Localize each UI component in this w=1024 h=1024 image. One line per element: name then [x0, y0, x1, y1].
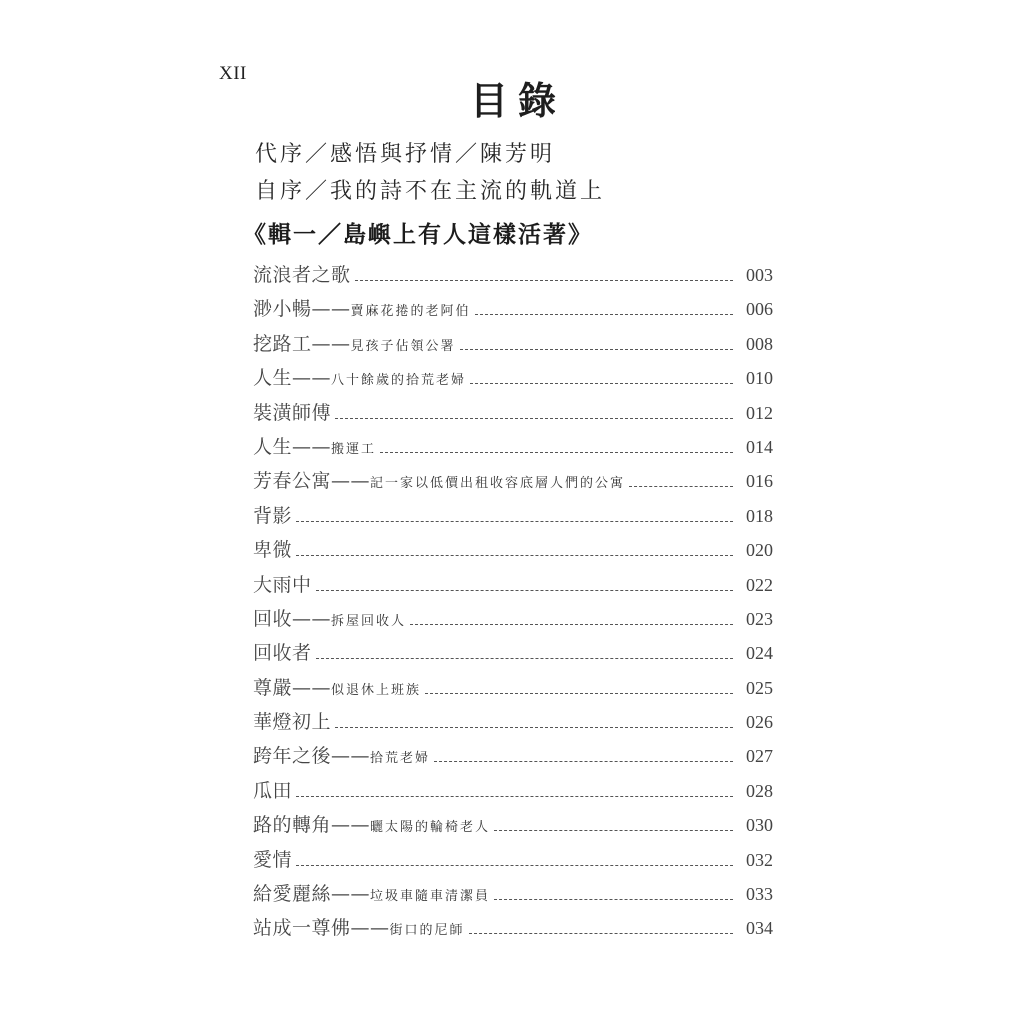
- dot-leader: [494, 830, 733, 831]
- toc-entry: [253, 464, 773, 498]
- dot-leader: [316, 658, 733, 659]
- toc-entry: [253, 843, 773, 877]
- dot-leader: [296, 555, 733, 556]
- dot-leader: [460, 349, 733, 350]
- preface-entry: 代序／感悟與抒情／陳芳明: [255, 142, 556, 167]
- section-heading: 《輯一／島嶼上有人這樣活著》: [243, 222, 593, 248]
- toc-entry-page: 027: [746, 746, 773, 767]
- toc-entry-page: 012: [746, 402, 773, 423]
- dot-leader: [475, 314, 733, 315]
- dot-leader: [296, 796, 733, 797]
- toc-entry-page: 016: [746, 471, 773, 492]
- toc-entry-title: 人生——: [253, 367, 332, 390]
- dot-leader: [425, 693, 733, 694]
- dot-leader: [296, 521, 733, 522]
- toc-entry: [253, 396, 773, 430]
- toc-entry: [253, 739, 773, 773]
- toc-entry: [253, 705, 773, 739]
- dot-leader: [296, 865, 733, 866]
- toc-entry-page: 020: [746, 540, 773, 561]
- toc-entry-page: 022: [746, 574, 773, 595]
- toc-entry-page: 024: [746, 643, 773, 664]
- toc-entry: [253, 292, 773, 326]
- toc-entry-page: 028: [746, 780, 773, 801]
- page-number: XII: [219, 63, 247, 84]
- toc-entry-page: 014: [746, 436, 773, 457]
- toc-entry-subtitle: 拆屋回收人: [331, 613, 407, 629]
- toc-entry: [253, 327, 773, 361]
- toc-entry: [253, 533, 773, 567]
- toc-entry-page: 026: [746, 712, 773, 733]
- toc-entry-title: 站成一尊佛——: [253, 917, 390, 940]
- preface-entry: 自序／我的詩不在主流的軌道上: [255, 179, 606, 204]
- toc-entry: [253, 361, 773, 395]
- dot-leader: [316, 590, 733, 591]
- toc-entry-subtitle: 街口的尼師: [389, 923, 465, 939]
- toc-entry-title: 裝潢師傅: [253, 401, 332, 424]
- toc-entry-title: 大雨中: [253, 573, 312, 596]
- toc-entry: [253, 774, 773, 808]
- toc-entry-subtitle: 八十餘歲的拾荒老婦: [331, 373, 467, 389]
- dot-leader: [434, 761, 733, 762]
- dot-leader: [629, 486, 733, 487]
- toc-entry-page: 010: [746, 368, 773, 389]
- toc-entry: [253, 258, 773, 292]
- toc-entry-title: 回收——: [253, 607, 332, 630]
- toc-entry-page: 034: [746, 918, 773, 939]
- table-of-contents: [253, 258, 773, 946]
- dot-leader: [469, 933, 733, 934]
- dot-leader: [494, 899, 733, 900]
- toc-entry: [253, 636, 773, 670]
- dot-leader: [380, 452, 733, 453]
- toc-entry-subtitle: 垃圾車隨車清潔員: [370, 889, 491, 905]
- toc-entry-title: 芳春公寓——: [253, 470, 371, 493]
- toc-entry-title: 卑微: [253, 539, 293, 562]
- toc-entry: [253, 808, 773, 842]
- toc-entry: [253, 671, 773, 705]
- toc-entry-page: 023: [746, 608, 773, 629]
- toc-entry-subtitle: 見孩子佔領公署: [350, 338, 456, 354]
- dot-leader: [410, 624, 733, 625]
- dot-leader: [335, 418, 733, 419]
- toc-entry-title: 跨年之後——: [253, 745, 371, 768]
- toc-entry-subtitle: 搬運工: [331, 441, 377, 457]
- toc-entry: [253, 499, 773, 533]
- toc-entry-page: 003: [746, 265, 773, 285]
- toc-entry-title: 人生——: [253, 435, 332, 458]
- toc-entry-page: 030: [746, 815, 773, 836]
- toc-entry-title: 背影: [253, 504, 293, 527]
- toc-entry-title: 挖路工——: [253, 332, 351, 355]
- toc-entry-subtitle: 似退休上班族: [331, 682, 422, 698]
- dot-leader: [470, 383, 733, 384]
- toc-entry-title: 給愛麗絲——: [253, 883, 371, 906]
- toc-entry-title: 瓜田: [253, 779, 293, 802]
- page-title: 目錄: [470, 79, 567, 123]
- toc-entry-title: 回收者: [253, 642, 312, 665]
- toc-entry-page: 006: [746, 299, 773, 320]
- toc-entry-title: 渺小暢——: [253, 298, 351, 321]
- toc-entry-page: 033: [746, 884, 773, 905]
- toc-entry-title: 華燈初上: [253, 711, 332, 734]
- toc-entry: [253, 877, 773, 911]
- toc-entry: [253, 568, 773, 602]
- toc-entry-title: 流浪者之歌: [253, 264, 351, 286]
- toc-entry-subtitle: 記一家以低價出租收容底層人們的公寓: [370, 476, 626, 492]
- toc-entry-page: 018: [746, 505, 773, 526]
- toc-entry-page: 032: [746, 849, 773, 870]
- toc-entry: [253, 911, 773, 945]
- toc-entry-page: 008: [746, 333, 773, 354]
- toc-entry-title: 尊嚴——: [253, 676, 332, 699]
- dot-leader: [335, 727, 733, 728]
- toc-entry: [253, 602, 773, 636]
- toc-entry-subtitle: 賣麻花捲的老阿伯: [350, 304, 471, 320]
- toc-entry-subtitle: 拾荒老婦: [370, 751, 431, 767]
- toc-entry-title: 愛情: [253, 848, 293, 871]
- dot-leader: [355, 280, 733, 281]
- toc-entry-title: 路的轉角——: [253, 814, 371, 837]
- toc-entry-subtitle: 曬太陽的輪椅老人: [370, 820, 491, 836]
- toc-entry: [253, 430, 773, 464]
- toc-entry-page: 025: [746, 677, 773, 698]
